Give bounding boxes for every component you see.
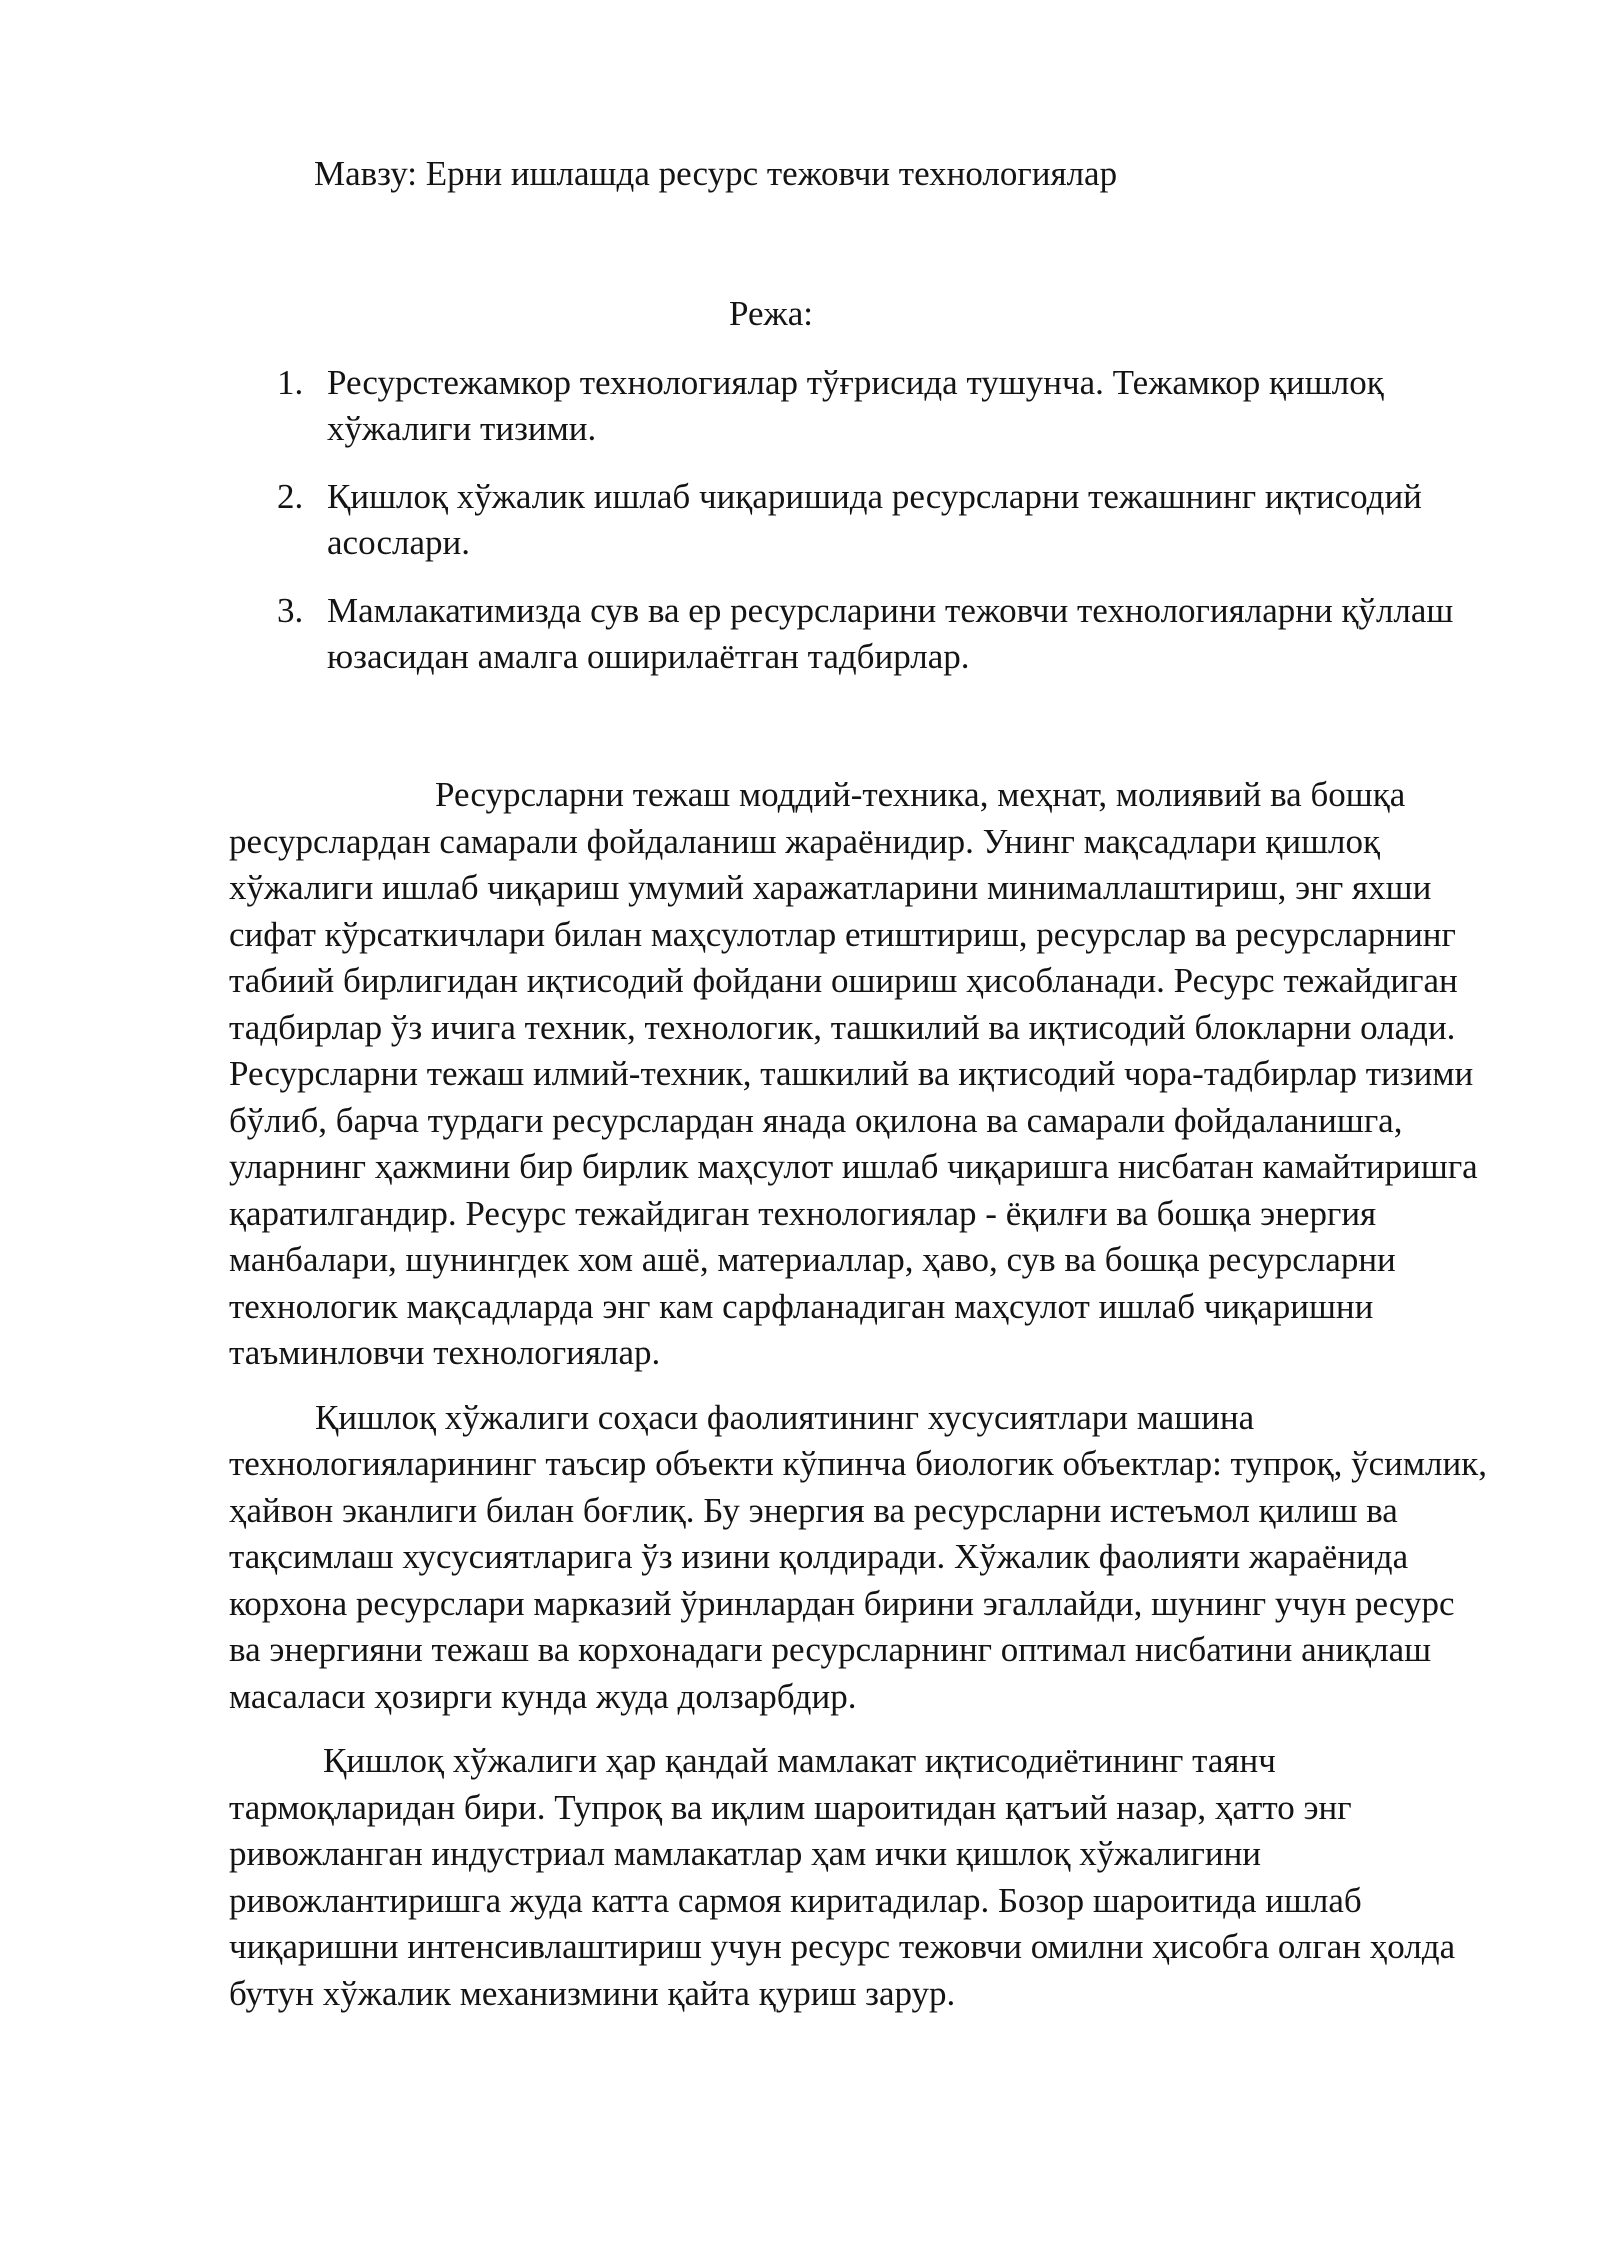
plan-heading: Режа: <box>729 294 813 333</box>
plan-item-number: 3. <box>277 591 304 630</box>
plan-item-number: 2. <box>277 477 304 516</box>
plan-item <box>270 360 1510 452</box>
plan-item-text: Қишлоқ хўжалик ишлаб чиқаришида ресурсларни тежашнинг иқтисодий асослари. <box>327 477 1422 562</box>
plan-item-text: Ресурстежамкор технологиялар тўғрисида тушунча. Тежамкор қишлоқ хўжалиги тизими. <box>327 363 1384 448</box>
plan-item <box>270 474 1510 566</box>
plan-item-text: Мамлакатимизда сув ва ер ресурсларини тежовчи технологияларни қўллаш юзасидан амалга оширилаётган тадбирлар. <box>327 591 1454 676</box>
body-paragraph: Қишлоқ хўжалиги соҳаси фаолиятининг хусусиятлари машина технологияларининг таъсир объекти кўпинча биологик объектлар: тупроқ, ўсимлик, ҳайвон эканлиги билан боғлиқ. Бу энергия ва ресурсларни истеъмол қилиш ва тақсимлаш хусусиятларига ўз изини қолдиради. Хўжалик фаолияти жараёнида корхона ресурслари марказий ўринлардан бирини эгаллайди, шунинг учун ресурс ва энергияни тежаш ва корхонадаги ресурсларнинг оптимал нисбатини аниқлаш масаласи ҳозирги кунда жуда долзарбдир. <box>229 1397 1487 1716</box>
plan-list <box>270 360 1510 702</box>
plan-item <box>270 588 1510 680</box>
body-paragraph: Ресурсларни тежаш моддий-техника, меҳнат, молиявий ва бошқа ресурслардан самарали фойдаланиш жараёнидир. Унинг мақсадлари қишлоқ хўжалиги ишлаб чиқариш умумий харажатларини минималлаштириш, энг яхши сифат кўрсаткичлари билан маҳсулотлар етиштириш, ресурслар ва ресурсларнинг табиий бирлигидан иқтисодий фойдани ошириш ҳисобланади. Ресурс тежайдиган тадбирлар ўз ичига техник, технологик, ташкилий ва иқтисодий блокларни олади. Ресурсларни тежаш илмий-техник, ташкилий ва иқтисодий чора-тадбирлар тизими бўлиб, барча турдаги ресурслардан янада оқилона ва самарали фойдаланишга, уларнинг ҳажмини бир бирлик маҳсулот ишлаб чиқаришга нисбатан камайтиришга қаратилгандир. Ресурс тежайдиган технологиялар - ёқилғи ва бошқа энергия манбалари, шунингдек хом ашё, материаллар, ҳаво, сув ва бошқа ресурсларни технологик мақсадларда энг кам сарфланадиган маҳсулот ишлаб чиқаришни таъминловчи технологиялар. <box>229 775 1478 1372</box>
plan-item-number: 1. <box>277 363 304 402</box>
document-topic: Мавзу: Ерни ишлашда ресурс тежовчи технологиялар <box>314 154 1118 193</box>
body-paragraph: Қишлоқ хўжалиги ҳар қандай мамлакат иқтисодиётининг таянч тармоқларидан бири. Тупроқ ва иқлим шароитидан қатъий назар, ҳатто энг ривожланган индустриал мамлакатлар ҳам ички қишлоқ хўжалигини ривожлантиришга жуда катта сармоя киритадилар. Бозор шароитида ишлаб чиқаришни интенсивлаштириш учун ресурс тежовчи омилни ҳисобга олган ҳолда бутун хўжалик механизмини қайта қуриш зарур. <box>229 1741 1456 2013</box>
document-body <box>229 772 1494 2035</box>
